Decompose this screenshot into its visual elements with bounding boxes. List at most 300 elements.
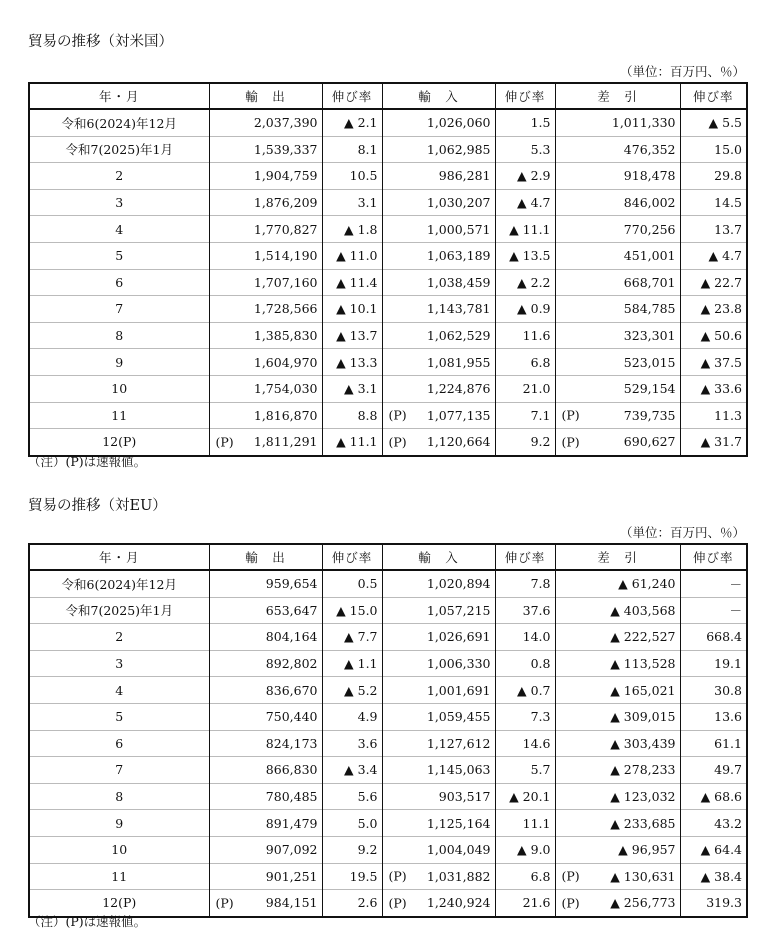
table-row	[29, 349, 747, 376]
cell-value: 9	[115, 354, 124, 370]
header-export-growth: 伸び率	[322, 544, 382, 570]
table-row	[29, 730, 747, 757]
cell-value: 1,026,060	[426, 115, 491, 131]
period-cell	[29, 216, 209, 243]
period-cell	[29, 650, 209, 677]
balance-cell	[555, 109, 680, 136]
eu-table-body	[29, 570, 747, 917]
cell-value: 824,173	[265, 735, 318, 751]
preliminary-mark: (P)	[561, 868, 580, 884]
imports-cell	[382, 836, 495, 863]
cell-value: 1,077,135	[426, 407, 491, 423]
exports-cell	[209, 296, 322, 323]
export-growth-cell	[322, 189, 382, 216]
exports-cell	[209, 570, 322, 597]
balance-growth-cell	[680, 810, 747, 837]
cell-value: 13.6	[714, 709, 742, 725]
cell-value: 10.5	[349, 168, 378, 184]
cell-value: ▲ 11.4	[336, 274, 378, 290]
cell-value: ▲ 37.5	[700, 354, 742, 370]
import-growth-cell	[495, 703, 555, 730]
imports-cell	[382, 783, 495, 810]
cell-value: 918,478	[623, 168, 676, 184]
period-cell	[29, 783, 209, 810]
cell-value: 3.1	[357, 195, 378, 211]
import-growth-cell	[495, 624, 555, 651]
export-growth-cell	[322, 597, 382, 624]
exports-cell	[209, 322, 322, 349]
import-growth-cell	[495, 296, 555, 323]
import-growth-cell	[495, 597, 555, 624]
exports-cell	[209, 402, 322, 429]
cell-value: 1,062,985	[426, 141, 491, 157]
period-cell	[29, 163, 209, 190]
header-exports: 輸 出	[209, 83, 322, 109]
eu-table-title: 貿易の推移（対EU）	[28, 498, 167, 514]
cell-value: 6.8	[530, 354, 551, 370]
cell-value: 2	[115, 168, 124, 184]
cell-value: ▲ 64.4	[700, 842, 742, 858]
table-row	[29, 703, 747, 730]
cell-value: 1,145,063	[426, 762, 491, 778]
cell-value: 令和6(2024)年12月	[61, 576, 177, 592]
imports-cell	[382, 810, 495, 837]
cell-value: 1,125,164	[426, 815, 491, 831]
preliminary-mark: (P)	[388, 407, 407, 423]
import-growth-cell	[495, 757, 555, 784]
cell-value: 959,654	[265, 576, 318, 592]
header-balance: 差 引	[555, 83, 680, 109]
table-row	[29, 109, 747, 136]
balance-cell	[555, 890, 680, 917]
cell-value: 1,127,612	[426, 735, 491, 751]
exports-cell	[209, 349, 322, 376]
cell-value: ▲ 222,527	[610, 629, 676, 645]
exports-cell	[209, 429, 322, 456]
period-cell	[29, 597, 209, 624]
eu-footnote: （注）(P)は速報値。	[28, 914, 147, 929]
cell-value: ▲ 303,439	[610, 735, 676, 751]
export-growth-cell	[322, 375, 382, 402]
import-growth-cell	[495, 189, 555, 216]
preliminary-mark: (P)	[388, 895, 407, 911]
balance-cell	[555, 349, 680, 376]
cell-value: 3	[115, 195, 124, 211]
balance-growth-cell	[680, 783, 747, 810]
export-growth-cell	[322, 136, 382, 163]
balance-cell	[555, 863, 680, 890]
export-growth-cell	[322, 757, 382, 784]
balance-growth-cell	[680, 216, 747, 243]
cell-value: 7	[115, 301, 124, 317]
import-growth-cell	[495, 375, 555, 402]
cell-value: 37.6	[522, 602, 551, 618]
cell-value: 901,251	[265, 868, 318, 884]
cell-value: ▲ 3.4	[344, 762, 378, 778]
cell-value: ▲ 113,528	[610, 656, 676, 672]
table-row	[29, 322, 747, 349]
table-row	[29, 216, 747, 243]
import-growth-cell	[495, 429, 555, 456]
import-growth-cell	[495, 810, 555, 837]
cell-value: 1,707,160	[253, 274, 318, 290]
table-row	[29, 597, 747, 624]
period-cell	[29, 269, 209, 296]
balance-growth-cell	[680, 703, 747, 730]
import-growth-cell	[495, 863, 555, 890]
cell-value: 1.5	[530, 115, 551, 131]
cell-value: 令和7(2025)年1月	[65, 603, 173, 619]
cell-value: ▲ 11.1	[509, 221, 551, 237]
preliminary-mark: (P)	[388, 868, 407, 884]
cell-value: 11.6	[522, 328, 551, 344]
cell-value: 4	[115, 221, 124, 237]
cell-value: 12(P)	[102, 895, 137, 911]
export-growth-cell	[322, 890, 382, 917]
table-row	[29, 783, 747, 810]
table-row	[29, 163, 747, 190]
imports-cell	[382, 322, 495, 349]
export-growth-cell	[322, 322, 382, 349]
us-table-body	[29, 109, 747, 456]
export-growth-cell	[322, 216, 382, 243]
cell-value: ▲ 61,240	[618, 576, 676, 592]
cell-value: 5.7	[530, 762, 551, 778]
balance-growth-cell	[680, 597, 747, 624]
cell-value: 30.8	[714, 682, 742, 698]
imports-cell	[382, 163, 495, 190]
balance-cell	[555, 429, 680, 456]
export-growth-cell	[322, 570, 382, 597]
cell-value: ▲ 7.7	[344, 629, 378, 645]
cell-value: 668.4	[706, 629, 742, 645]
cell-value: ▲ 403,568	[610, 602, 676, 618]
table-row	[29, 136, 747, 163]
period-cell	[29, 349, 209, 376]
cell-value: 1,006,330	[426, 656, 491, 672]
table-row	[29, 570, 747, 597]
cell-value: 11.3	[714, 407, 742, 423]
balance-growth-cell	[680, 570, 747, 597]
cell-value: 21.0	[522, 381, 551, 397]
cell-value: 3.6	[357, 735, 378, 751]
cell-value: 13.7	[714, 221, 742, 237]
cell-value: 986,281	[438, 168, 491, 184]
cell-value: 19.5	[349, 868, 378, 884]
cell-value: ▲ 23.8	[700, 301, 742, 317]
cell-value: ▲ 13.5	[509, 248, 551, 264]
header-import-growth: 伸び率	[495, 83, 555, 109]
cell-value: ▲ 2.1	[344, 115, 378, 131]
preliminary-mark: (P)	[215, 895, 234, 911]
table-row	[29, 624, 747, 651]
us-unit-label: （単位：百万円、％）	[619, 64, 745, 79]
balance-cell	[555, 296, 680, 323]
imports-cell	[382, 703, 495, 730]
cell-value: 6	[115, 735, 124, 751]
header-export-growth: 伸び率	[322, 83, 382, 109]
table-header-row	[29, 83, 747, 109]
cell-value: 2.6	[357, 895, 378, 911]
cell-value: 1,811,291	[253, 434, 318, 450]
import-growth-cell	[495, 836, 555, 863]
period-cell	[29, 109, 209, 136]
cell-value: 836,670	[265, 682, 318, 698]
eu-unit-label: （単位：百万円、％）	[619, 525, 745, 540]
cell-value: 523,015	[623, 354, 676, 370]
cell-value: ▲ 1.8	[344, 221, 378, 237]
table-row	[29, 296, 747, 323]
import-growth-cell	[495, 163, 555, 190]
imports-cell	[382, 597, 495, 624]
period-cell	[29, 402, 209, 429]
imports-cell	[382, 349, 495, 376]
cell-value: ▲ 10.1	[336, 301, 378, 317]
cell-value: ▲ 4.7	[708, 248, 742, 264]
period-cell	[29, 322, 209, 349]
import-growth-cell	[495, 783, 555, 810]
cell-value: 1,026,691	[426, 629, 491, 645]
cell-value: 891,479	[265, 815, 318, 831]
cell-value: ▲ 4.7	[517, 195, 551, 211]
period-cell	[29, 375, 209, 402]
cell-value: 0.5	[357, 576, 378, 592]
import-growth-cell	[495, 730, 555, 757]
cell-value: 1,143,781	[426, 301, 491, 317]
cell-value: ▲ 11.1	[336, 434, 378, 450]
balance-cell	[555, 810, 680, 837]
imports-cell	[382, 890, 495, 917]
cell-value: 4	[115, 682, 124, 698]
cell-value: 1,754,030	[253, 381, 318, 397]
table-row	[29, 863, 747, 890]
exports-cell	[209, 109, 322, 136]
balance-cell	[555, 730, 680, 757]
import-growth-cell	[495, 269, 555, 296]
period-cell	[29, 730, 209, 757]
imports-cell	[382, 402, 495, 429]
balance-growth-cell	[680, 677, 747, 704]
cell-value: 7	[115, 762, 124, 778]
cell-value: 4.9	[357, 709, 378, 725]
imports-cell	[382, 296, 495, 323]
cell-value: 令和6(2024)年12月	[61, 115, 177, 131]
cell-value: 739,735	[623, 407, 676, 423]
cell-value: 653,647	[265, 602, 318, 618]
export-growth-cell	[322, 109, 382, 136]
cell-value: 1,030,207	[426, 195, 491, 211]
cell-value: 1,059,455	[426, 709, 491, 725]
exports-cell	[209, 597, 322, 624]
balance-growth-cell	[680, 269, 747, 296]
export-growth-cell	[322, 349, 382, 376]
cell-value: ▲ 31.7	[700, 434, 742, 450]
exports-cell	[209, 375, 322, 402]
table-header-row	[29, 544, 747, 570]
cell-value: 15.0	[714, 141, 742, 157]
period-cell	[29, 136, 209, 163]
imports-cell	[382, 136, 495, 163]
balance-cell	[555, 402, 680, 429]
table-row	[29, 375, 747, 402]
export-growth-cell	[322, 810, 382, 837]
export-growth-cell	[322, 163, 382, 190]
imports-cell	[382, 375, 495, 402]
cell-value: ▲ 309,015	[610, 709, 676, 725]
balance-cell	[555, 703, 680, 730]
export-growth-cell	[322, 624, 382, 651]
exports-cell	[209, 163, 322, 190]
balance-cell	[555, 163, 680, 190]
cell-value: 12(P)	[102, 434, 137, 450]
cell-value: ▲ 1.1	[344, 656, 378, 672]
export-growth-cell	[322, 242, 382, 269]
header-balance: 差 引	[555, 544, 680, 570]
preliminary-mark: (P)	[388, 434, 407, 450]
cell-value: 907,092	[265, 842, 318, 858]
cell-value: 9.2	[357, 842, 378, 858]
export-growth-cell	[322, 836, 382, 863]
period-cell	[29, 863, 209, 890]
cell-value: 8	[115, 328, 124, 344]
period-cell	[29, 189, 209, 216]
cell-value: 1,876,209	[253, 195, 318, 211]
balance-growth-cell	[680, 429, 747, 456]
table-row	[29, 402, 747, 429]
us-trade-table	[28, 82, 748, 457]
cell-value: 984,151	[265, 895, 318, 911]
cell-value: 5	[115, 709, 124, 725]
cell-value: 8.8	[357, 407, 378, 423]
balance-growth-cell	[680, 863, 747, 890]
balance-cell	[555, 189, 680, 216]
imports-cell	[382, 570, 495, 597]
balance-growth-cell	[680, 890, 747, 917]
import-growth-cell	[495, 677, 555, 704]
balance-growth-cell	[680, 163, 747, 190]
export-growth-cell	[322, 296, 382, 323]
cell-value: 11	[111, 407, 128, 423]
cell-value: 903,517	[438, 789, 491, 805]
table-row	[29, 650, 747, 677]
export-growth-cell	[322, 703, 382, 730]
cell-value: ▲ 20.1	[509, 789, 551, 805]
cell-value: 11	[111, 868, 128, 884]
cell-value: ▲ 165,021	[610, 682, 676, 698]
cell-value: ▲ 123,032	[610, 789, 676, 805]
header-imports: 輸 入	[382, 544, 495, 570]
balance-cell	[555, 322, 680, 349]
us-footnote: （注）(P)は速報値。	[28, 454, 147, 469]
exports-cell	[209, 242, 322, 269]
import-growth-cell	[495, 650, 555, 677]
export-growth-cell	[322, 269, 382, 296]
period-cell	[29, 570, 209, 597]
cell-value: 1,604,970	[253, 354, 318, 370]
cell-value: 9.2	[530, 434, 551, 450]
cell-value: 1,063,189	[426, 248, 491, 264]
export-growth-cell	[322, 402, 382, 429]
balance-growth-cell	[680, 375, 747, 402]
imports-cell	[382, 730, 495, 757]
import-growth-cell	[495, 136, 555, 163]
cell-value: ▲ 2.2	[517, 274, 551, 290]
preliminary-mark: (P)	[561, 895, 580, 911]
export-growth-cell	[322, 650, 382, 677]
balance-growth-cell	[680, 296, 747, 323]
cell-value: 451,001	[623, 248, 676, 264]
table-row	[29, 757, 747, 784]
cell-value: 43.2	[714, 815, 742, 831]
header-imports: 輸 入	[382, 83, 495, 109]
cell-value: ▲ 0.7	[517, 682, 551, 698]
cell-value: 770,256	[623, 221, 676, 237]
cell-value: ▲ 15.0	[336, 602, 378, 618]
cell-value: 1,020,894	[426, 576, 491, 592]
cell-value: 0.8	[530, 656, 551, 672]
import-growth-cell	[495, 402, 555, 429]
period-cell	[29, 810, 209, 837]
cell-value: ▲ 3.1	[344, 381, 378, 397]
table-row	[29, 189, 747, 216]
exports-cell	[209, 836, 322, 863]
cell-value: 1,011,330	[611, 115, 676, 131]
cell-value: 10	[111, 842, 128, 858]
cell-value: 1,514,190	[253, 248, 318, 264]
exports-cell	[209, 136, 322, 163]
exports-cell	[209, 189, 322, 216]
cell-value: ▲ 68.6	[700, 789, 742, 805]
exports-cell	[209, 677, 322, 704]
import-growth-cell	[495, 322, 555, 349]
header-balance-growth: 伸び率	[680, 544, 747, 570]
cell-value: 7.3	[530, 709, 551, 725]
balance-cell	[555, 757, 680, 784]
table-row	[29, 269, 747, 296]
cell-value: 1,728,566	[253, 301, 318, 317]
import-growth-cell	[495, 242, 555, 269]
cell-value: 8	[115, 789, 124, 805]
header-import-growth: 伸び率	[495, 544, 555, 570]
exports-cell	[209, 269, 322, 296]
cell-value: 8.1	[357, 141, 378, 157]
import-growth-cell	[495, 349, 555, 376]
cell-value: 866,830	[265, 762, 318, 778]
eu-trade-table	[28, 543, 748, 918]
cell-value: 529,154	[623, 381, 676, 397]
balance-growth-cell	[680, 650, 747, 677]
period-cell	[29, 836, 209, 863]
cell-value: 14.6	[522, 735, 551, 751]
imports-cell	[382, 269, 495, 296]
us-table-title: 貿易の推移（対米国）	[28, 34, 173, 50]
period-cell	[29, 757, 209, 784]
cell-value: 3	[115, 656, 124, 672]
balance-growth-cell	[680, 836, 747, 863]
cell-value: 令和7(2025)年1月	[65, 142, 173, 158]
cell-value: 21.6	[522, 895, 551, 911]
export-growth-cell	[322, 783, 382, 810]
balance-growth-cell	[680, 136, 747, 163]
cell-value: 7.8	[530, 576, 551, 592]
balance-cell	[555, 269, 680, 296]
cell-value: 476,352	[623, 141, 676, 157]
cell-value: 29.8	[714, 168, 742, 184]
cell-value: 9	[115, 815, 124, 831]
balance-cell	[555, 677, 680, 704]
cell-value: 1,120,664	[426, 434, 491, 450]
imports-cell	[382, 624, 495, 651]
